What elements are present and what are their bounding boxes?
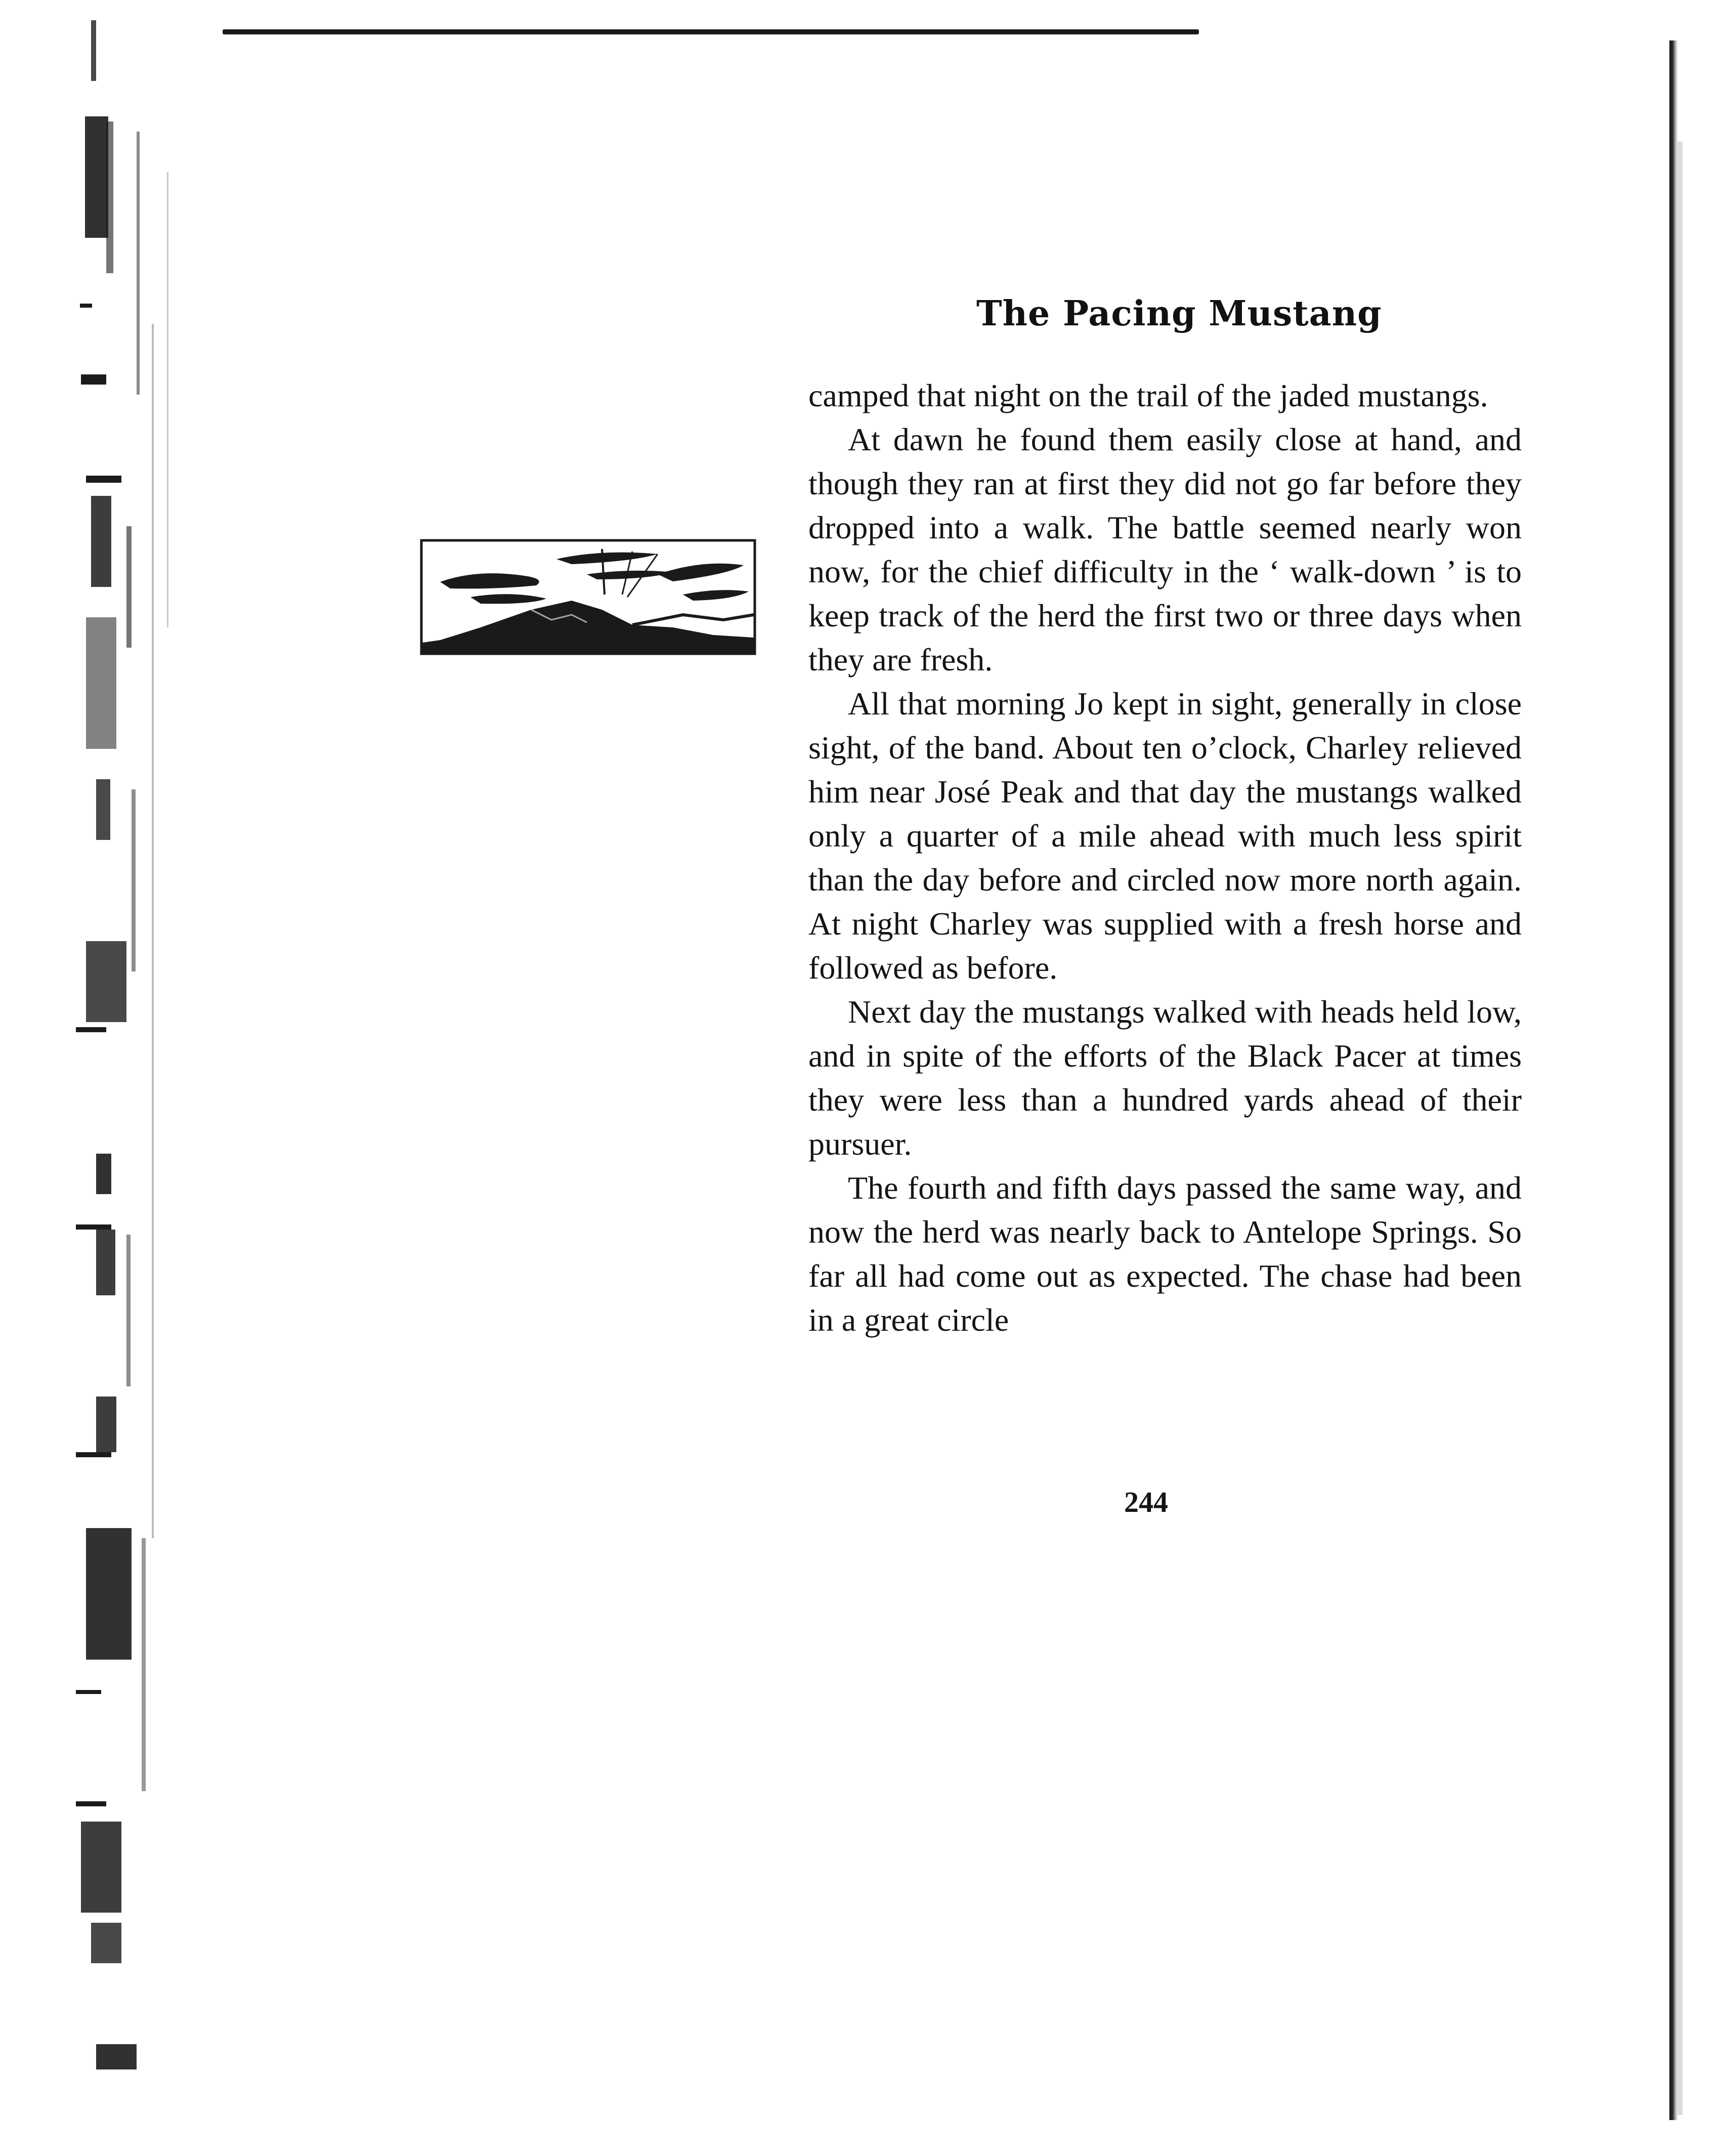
page-edge-right [1669,40,1690,2120]
top-rule [223,29,1199,34]
paragraph: All that morning Jo kept in sight, generally in close sight, of the band. About ten o’clock, Charley relieved him near José Peak and that day the mustangs walked only a quarter of a mile ahead with much less spirit than the day before and circled now more north again. At night Charley was supplied with a fresh horse and followed as before. [808,686,1522,986]
landscape-vignette [420,539,756,655]
body-text [808,373,1522,1342]
binding-edge-left [76,20,207,2095]
page-number: 244 [1124,1486,1168,1518]
paragraph: Next day the mustangs walked with heads held low, and in spite of the efforts of the Black Pacer at times they were less than a hundred yards ahead of their pursuer. [808,994,1522,1162]
paragraph: The fourth and fifth days passed the same way, and now the herd was nearly back to Antelope Springs. So far all had come out as expected. The chase had been in a great circle [808,1170,1522,1338]
paragraph: At dawn he found them easily close at hand, and though they ran at first they did not go far before they dropped into a walk. The battle seemed nearly won now, for the chief difficulty in the ‘ walk-down ’ is to keep track of the herd the first two or three days when they are fresh. [808,421,1522,678]
running-head: The Pacing Mustang [976,293,1382,334]
paragraph: camped that night on the trail of the jaded mustangs. [808,377,1488,413]
